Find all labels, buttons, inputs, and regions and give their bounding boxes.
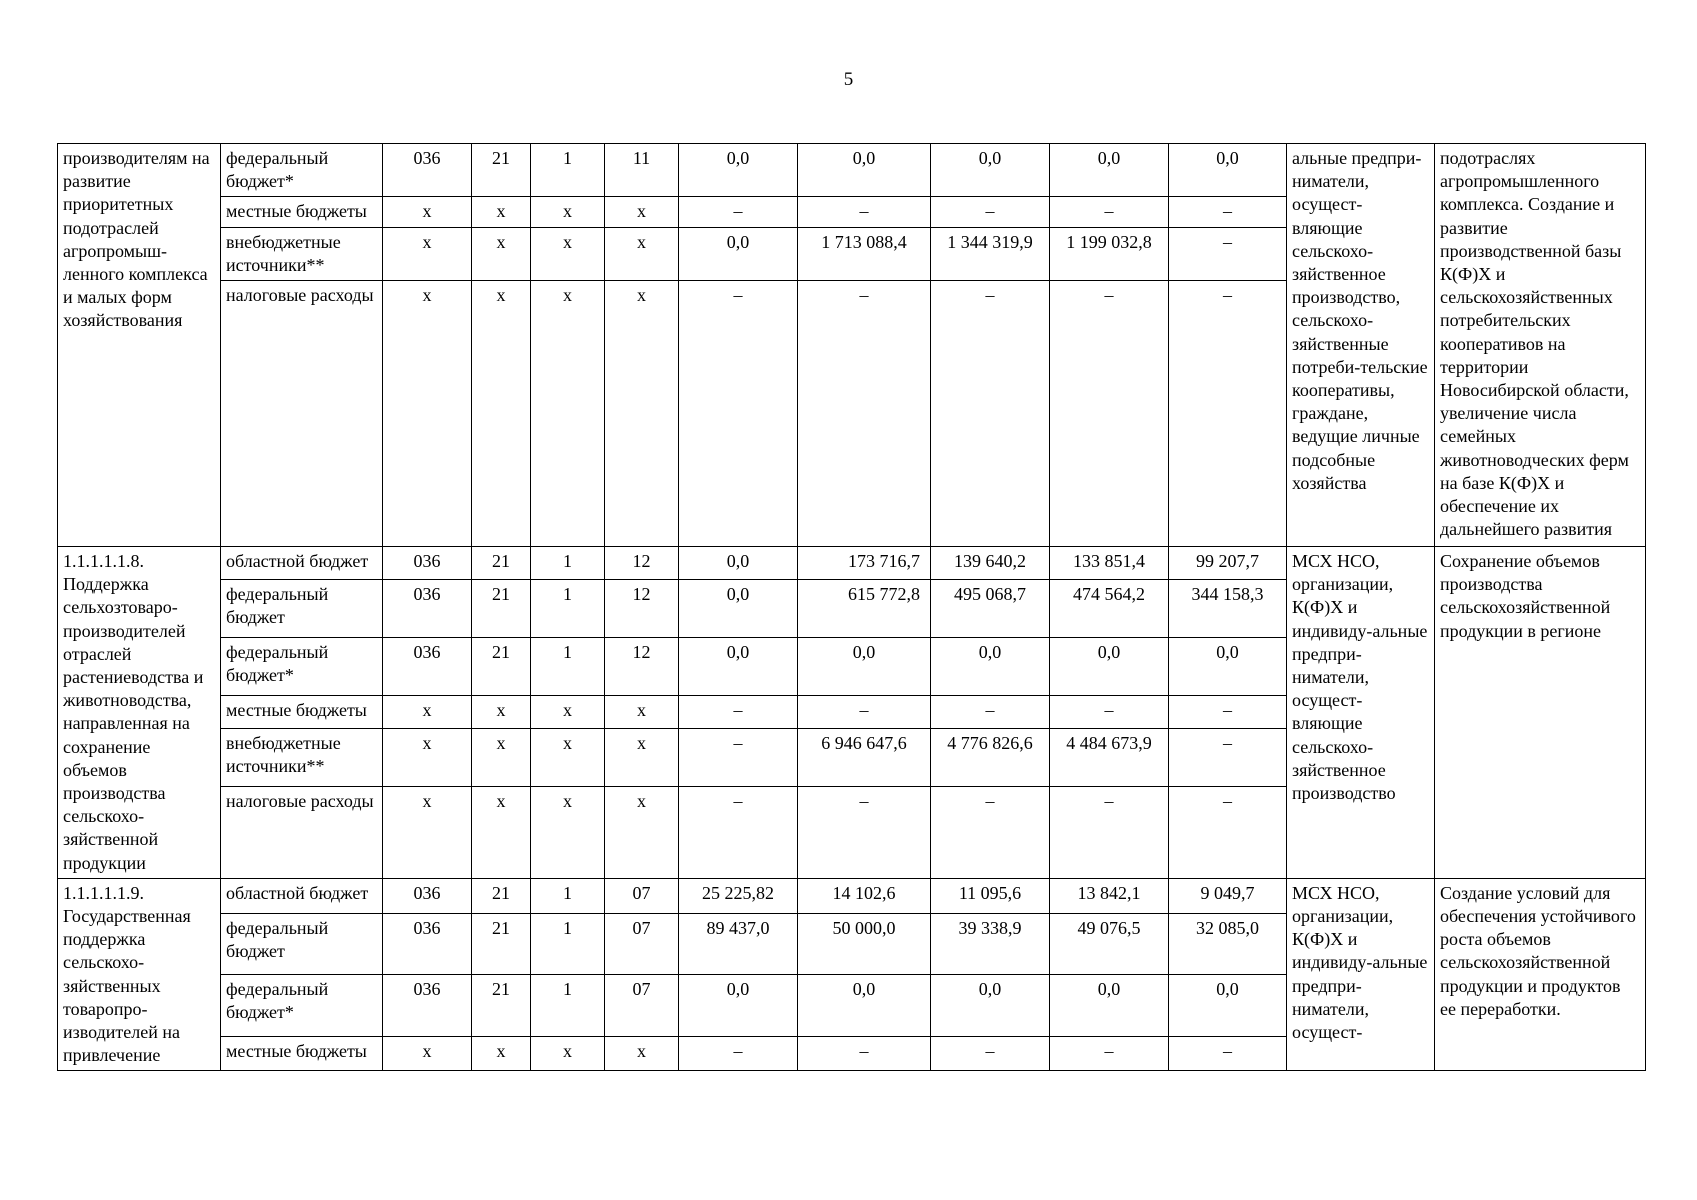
funding-source: федеральный бюджет* — [221, 144, 383, 197]
subprogram-code: 1 — [531, 637, 605, 695]
measure-code: 07 — [605, 913, 679, 975]
value-cell: 0,0 — [679, 144, 798, 197]
value-cell: – — [931, 281, 1050, 547]
value-cell: 6 946 647,6 — [798, 728, 931, 786]
subprogram-code: 1 — [531, 878, 605, 913]
grbs-code: 036 — [383, 913, 472, 975]
value-cell: – — [679, 728, 798, 786]
table-row — [58, 547, 1646, 580]
grbs-code: х — [383, 728, 472, 786]
grbs-code: 036 — [383, 878, 472, 913]
value-cell: 14 102,6 — [798, 878, 931, 913]
value-cell: 0,0 — [679, 637, 798, 695]
grbs-code: 036 — [383, 547, 472, 580]
grbs-code: 036 — [383, 579, 472, 637]
grbs-code: х — [383, 281, 472, 547]
funding-source: местные бюджеты — [221, 695, 383, 728]
grbs-code: х — [383, 695, 472, 728]
value-cell: 1 199 032,8 — [1050, 227, 1169, 280]
value-cell: 0,0 — [679, 547, 798, 580]
value-cell: – — [1050, 197, 1169, 227]
value-cell: – — [1169, 227, 1287, 280]
value-cell: 0,0 — [1050, 975, 1169, 1037]
subprogram-code: х — [531, 227, 605, 280]
value-cell: 474 564,2 — [1050, 579, 1169, 637]
subprogram-code: 1 — [531, 547, 605, 580]
value-cell: – — [798, 1036, 931, 1071]
value-cell: 4 776 826,6 — [931, 728, 1050, 786]
value-cell: 344 158,3 — [1169, 579, 1287, 637]
grbs-code: 036 — [383, 637, 472, 695]
value-cell: 9 049,7 — [1169, 878, 1287, 913]
measure-code: 12 — [605, 637, 679, 695]
measure-description: 1.1.1.1.1.8. Поддержка сельхозтоваро-производителей отраслей растениеводства и животноводства, направленная на сохранение объемов производства сельскохо-зяйственной продукции — [58, 547, 221, 879]
value-cell: – — [1169, 197, 1287, 227]
subprogram-code: 1 — [531, 975, 605, 1037]
value-cell: 0,0 — [1169, 975, 1287, 1037]
value-cell: – — [798, 197, 931, 227]
subprogram-code: х — [531, 728, 605, 786]
value-cell: – — [1169, 695, 1287, 728]
value-cell: 0,0 — [1169, 144, 1287, 197]
measure-code: х — [605, 695, 679, 728]
value-cell: 11 095,6 — [931, 878, 1050, 913]
funding-source: областной бюджет — [221, 547, 383, 580]
page-number: 5 — [843, 69, 854, 90]
measure-code: х — [605, 227, 679, 280]
value-cell: 495 068,7 — [931, 579, 1050, 637]
expected-result: Создание условий для обеспечения устойчивого роста объемов сельскохозяйственной продукции и продуктов ее переработки. — [1435, 878, 1646, 1071]
grbs-code: 036 — [383, 144, 472, 197]
measure-code: 12 — [605, 579, 679, 637]
expected-result: Сохранение объемов производства сельскохозяйственной продукции в регионе — [1435, 547, 1646, 879]
program-code: х — [472, 197, 531, 227]
value-cell: – — [1169, 1036, 1287, 1071]
program-code: х — [472, 1036, 531, 1071]
value-cell: – — [679, 695, 798, 728]
value-cell: 133 851,4 — [1050, 547, 1169, 580]
value-cell: 39 338,9 — [931, 913, 1050, 975]
value-cell: 173 716,7 — [798, 547, 931, 580]
value-cell: 0,0 — [1050, 144, 1169, 197]
program-code: х — [472, 728, 531, 786]
program-code: 21 — [472, 144, 531, 197]
measure-code: 07 — [605, 878, 679, 913]
table-row — [58, 144, 1646, 197]
measure-description: производителям на развитие приоритетных подотраслей агропромыш-ленного комплекса и малых форм хозяйствования — [58, 144, 221, 547]
value-cell: 0,0 — [679, 579, 798, 637]
program-code: х — [472, 227, 531, 280]
value-cell: 4 484 673,9 — [1050, 728, 1169, 786]
funding-source: налоговые расходы — [221, 786, 383, 878]
value-cell: 0,0 — [1169, 637, 1287, 695]
value-cell: 0,0 — [931, 975, 1050, 1037]
funding-source: федеральный бюджет* — [221, 637, 383, 695]
value-cell: – — [1169, 728, 1287, 786]
measure-code: х — [605, 197, 679, 227]
subprogram-code: 1 — [531, 144, 605, 197]
value-cell: – — [931, 197, 1050, 227]
value-cell: 0,0 — [1050, 637, 1169, 695]
grbs-code: х — [383, 227, 472, 280]
value-cell: 0,0 — [798, 975, 931, 1037]
value-cell: 50 000,0 — [798, 913, 931, 975]
funding-source: налоговые расходы — [221, 281, 383, 547]
value-cell: 25 225,82 — [679, 878, 798, 913]
value-cell: 89 437,0 — [679, 913, 798, 975]
funding-source: внебюджетные источники** — [221, 728, 383, 786]
measure-code: х — [605, 281, 679, 547]
subprogram-code: х — [531, 1036, 605, 1071]
value-cell: 0,0 — [798, 637, 931, 695]
executors: альные предпри-ниматели, осущест-вляющие сельскохо-зяйственное производство, сельскохо-зяйственные потреби-тельские кооперативы, граждане, ведущие личные подсобные хозяйства — [1287, 144, 1435, 547]
program-code: 21 — [472, 579, 531, 637]
funding-source: внебюджетные источники** — [221, 227, 383, 280]
table-row — [58, 878, 1646, 913]
value-cell: 0,0 — [798, 144, 931, 197]
subprogram-code: х — [531, 281, 605, 547]
measure-code: 11 — [605, 144, 679, 197]
value-cell: – — [798, 281, 931, 547]
funding-source: федеральный бюджет — [221, 579, 383, 637]
value-cell: – — [931, 786, 1050, 878]
value-cell: – — [679, 197, 798, 227]
funding-source: федеральный бюджет* — [221, 975, 383, 1037]
budget-table — [57, 143, 1646, 1071]
subprogram-code: 1 — [531, 579, 605, 637]
subprogram-code: х — [531, 197, 605, 227]
value-cell: – — [679, 1036, 798, 1071]
funding-source: местные бюджеты — [221, 197, 383, 227]
value-cell: 0,0 — [931, 637, 1050, 695]
executors: МСХ НСО, организации, К(Ф)Х и индивиду-альные предпри-ниматели, осущест-вляющие сельскохо-зяйственное производство — [1287, 547, 1435, 879]
program-code: х — [472, 786, 531, 878]
program-code: х — [472, 281, 531, 547]
value-cell: 615 772,8 — [798, 579, 931, 637]
value-cell: – — [1050, 786, 1169, 878]
value-cell: – — [679, 281, 798, 547]
value-cell: – — [931, 1036, 1050, 1071]
value-cell: 13 842,1 — [1050, 878, 1169, 913]
subprogram-code: 1 — [531, 913, 605, 975]
value-cell: 49 076,5 — [1050, 913, 1169, 975]
grbs-code: 036 — [383, 975, 472, 1037]
value-cell: 0,0 — [679, 975, 798, 1037]
value-cell: 139 640,2 — [931, 547, 1050, 580]
grbs-code: х — [383, 1036, 472, 1071]
funding-source: областной бюджет — [221, 878, 383, 913]
value-cell: – — [679, 786, 798, 878]
value-cell: 99 207,7 — [1169, 547, 1287, 580]
subprogram-code: х — [531, 695, 605, 728]
program-code: 21 — [472, 637, 531, 695]
value-cell: – — [1050, 1036, 1169, 1071]
expected-result: подотраслях агропромышленного комплекса. Создание и развитие производственной базы К(Ф)Х и сельскохозяйственных потребительских кооперативов на территории Новосибирской области, увеличение числа семейных животноводческих ферм на базе К(Ф)Х и обеспечение их дальнейшего развития — [1435, 144, 1646, 547]
value-cell: – — [798, 695, 931, 728]
measure-code: 12 — [605, 547, 679, 580]
grbs-code: х — [383, 786, 472, 878]
program-code: 21 — [472, 975, 531, 1037]
grbs-code: х — [383, 197, 472, 227]
measure-code: 07 — [605, 975, 679, 1037]
program-code: х — [472, 695, 531, 728]
measure-code: х — [605, 786, 679, 878]
subprogram-code: х — [531, 786, 605, 878]
executors: МСХ НСО, организации, К(Ф)Х и индивиду-альные предпри-ниматели, осущест- — [1287, 878, 1435, 1071]
value-cell: – — [1169, 281, 1287, 547]
value-cell: – — [1050, 281, 1169, 547]
value-cell: – — [1169, 786, 1287, 878]
value-cell: – — [931, 695, 1050, 728]
funding-source: местные бюджеты — [221, 1036, 383, 1071]
value-cell: 32 085,0 — [1169, 913, 1287, 975]
measure-description: 1.1.1.1.1.9. Государственная поддержка сельскохо-зяйственных товаропро-изводителей на привлечение — [58, 878, 221, 1071]
value-cell: 1 713 088,4 — [798, 227, 931, 280]
value-cell: – — [1050, 695, 1169, 728]
value-cell: 0,0 — [679, 227, 798, 280]
program-code: 21 — [472, 913, 531, 975]
value-cell: 1 344 319,9 — [931, 227, 1050, 280]
value-cell: 0,0 — [931, 144, 1050, 197]
measure-code: х — [605, 728, 679, 786]
measure-code: х — [605, 1036, 679, 1071]
program-code: 21 — [472, 547, 531, 580]
funding-source: федеральный бюджет — [221, 913, 383, 975]
program-code: 21 — [472, 878, 531, 913]
value-cell: – — [798, 786, 931, 878]
